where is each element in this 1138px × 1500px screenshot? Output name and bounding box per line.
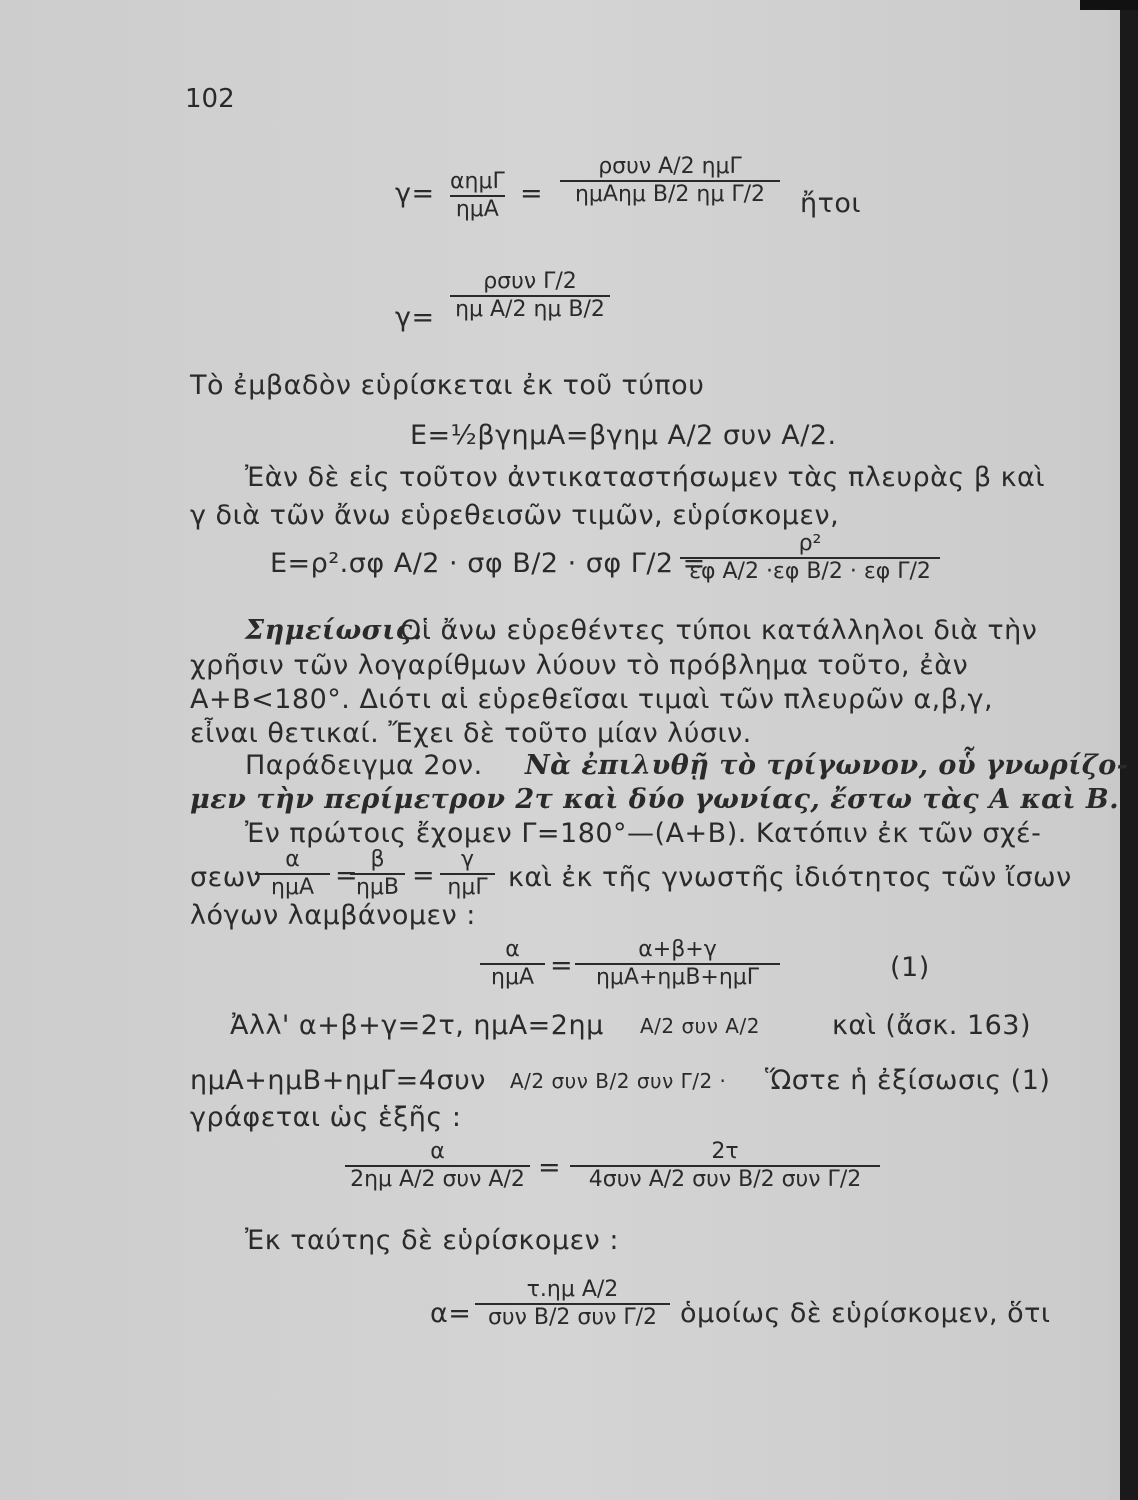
gamma-label-2: γ=	[395, 302, 435, 333]
text-line: Ὥστε ἡ ἐξίσωσις (1)	[765, 1065, 1051, 1096]
numerator: αημΓ	[450, 169, 505, 194]
equals-sign: =	[520, 178, 544, 209]
fraction-g2	[450, 270, 610, 322]
text-line: λόγων λαμβάνομεν :	[190, 900, 476, 931]
numerator: α	[505, 937, 520, 962]
text-line: σεων	[190, 862, 262, 893]
text-line: Ἐὰν δὲ εἰς τοῦτον ἀντικαταστήσωμεν τὰς πλευρὰς β καὶ	[245, 462, 1045, 493]
numerator: ρ²	[798, 531, 822, 556]
note-heading: Σημείωσις.	[245, 615, 423, 646]
fraction-last	[475, 1278, 670, 1330]
text-line: Τὸ ἐμβαδὸν εὑρίσκεται ἐκ τοῦ τύπου	[190, 370, 705, 401]
denominator: ημΒ	[355, 875, 400, 900]
fraction-big	[560, 155, 780, 207]
text-line: Ἐν πρώτοις ἔχομεν Γ=180°—(Α+Β). Κατόπιν ἐκ τῶν σχέ-	[245, 818, 1042, 849]
numerator: α	[430, 1139, 445, 1164]
text-line: καὶ ἐκ τῆς γνωστῆς ἰδιότητος τῶν ἴσων	[508, 862, 1072, 893]
text-line: Α+Β<180°. Διότι αἱ εὑρεθεῖσαι τιμαὶ τῶν πλευρῶν α,β,γ,	[190, 684, 994, 715]
eq1-right	[575, 938, 780, 990]
text-line: γράφεται ὡς ἑξῆς :	[190, 1102, 462, 1133]
numerator: γ	[460, 847, 475, 872]
text-line: Ἐκ ταύτης δὲ εὑρίσκομεν :	[245, 1225, 619, 1256]
denominator: ημ A/2 ημ B/2	[455, 297, 605, 322]
ratio-b	[350, 848, 405, 900]
numerator: ρσυν A/2 ημΓ	[598, 154, 742, 179]
numerator: ρσυν Γ/2	[483, 269, 577, 294]
example-heading: Παράδειγμα 2ον.	[245, 750, 483, 781]
equals-sign: =	[550, 950, 574, 981]
text-line: ὁμοίως δὲ εὑρίσκομεν, ὅτι	[680, 1298, 1051, 1329]
page-number: 102	[185, 84, 235, 114]
equals-sign: =	[412, 860, 436, 891]
numerator: 2τ	[711, 1139, 739, 1164]
scan-corner	[1080, 0, 1138, 10]
denominator: ημΑ	[455, 197, 499, 222]
example-title-cont: μεν τὴν περίμετρον 2τ καὶ δύο γωνίας, ἔστω τὰς Α καὶ Β.	[190, 784, 1120, 815]
equals-sign: =	[538, 1152, 562, 1183]
numerator: α+β+γ	[638, 937, 717, 962]
eq2-left	[345, 1140, 530, 1192]
fraction-amg	[450, 170, 505, 222]
numerator: τ.ημ A/2	[526, 1277, 619, 1302]
fraction-e2	[680, 532, 940, 584]
eq2-right	[570, 1140, 880, 1192]
denominator: εφ A/2 ·εφ B/2 · εφ Γ/2	[689, 559, 931, 584]
ratio-g	[440, 848, 495, 900]
numerator: α	[285, 847, 300, 872]
denominator: 4συν A/2 συν B/2 συν Γ/2	[588, 1167, 862, 1192]
gamma-label: γ=	[395, 178, 435, 209]
text-line: γ διὰ τῶν ἄνω εὑρεθεισῶν τιμῶν, εὑρίσκομεν,	[190, 500, 840, 531]
denominator: 2ημ A/2 συν A/2	[350, 1167, 525, 1192]
denominator: ημΑ	[491, 965, 534, 990]
denominator: ημΓ	[447, 875, 488, 900]
alpha-label: α=	[430, 1298, 472, 1329]
text-line: Οἱ ἄνω εὑρεθέντες τύποι κατάλληλοι διὰ τὴν	[400, 615, 1038, 646]
hitoi-word: ἤτοι	[800, 188, 862, 219]
area-formula: Ε=½βγημΑ=βγημ A/2 συν A/2.	[410, 420, 837, 451]
denominator: ημΑημ B/2 ημ Γ/2	[574, 182, 766, 207]
denominator: ημΑ	[271, 875, 314, 900]
denominator: ημΑ+ημΒ+ημΓ	[595, 965, 760, 990]
equals-sign: =	[335, 860, 359, 891]
text-line: χρῆσιν τῶν λογαρίθμων λύουν τὸ πρόβλημα τοῦτο, ἐὰν	[190, 650, 969, 681]
math-inline: A/2 συν B/2 συν Γ/2 ·	[510, 1069, 727, 1093]
text-line: ημΑ+ημΒ+ημΓ=4συν	[190, 1065, 486, 1096]
text-line: εἶναι θετικαί. Ἔχει δὲ τοῦτο μίαν λύσιν.	[190, 718, 752, 749]
ratio-a	[255, 848, 330, 900]
math-inline: A/2 συν A/2	[640, 1014, 760, 1038]
denominator: συν B/2 συν Γ/2	[487, 1305, 658, 1330]
text-line: Ἀλλ' α+β+γ=2τ, ημΑ=2ημ	[230, 1010, 604, 1041]
example-title: Νὰ ἐπιλυθῇ τὸ τρίγωνον, οὗ γνωρίζο-	[525, 750, 1129, 781]
text-line: καὶ (ἄσκ. 163)	[832, 1010, 1032, 1041]
numerator: β	[370, 847, 385, 872]
area-formula-2: Ε=ρ².σφ A/2 · σφ B/2 · σφ Γ/2 =	[270, 548, 706, 579]
equation-label: (1)	[890, 952, 930, 983]
eq1-left	[480, 938, 545, 990]
